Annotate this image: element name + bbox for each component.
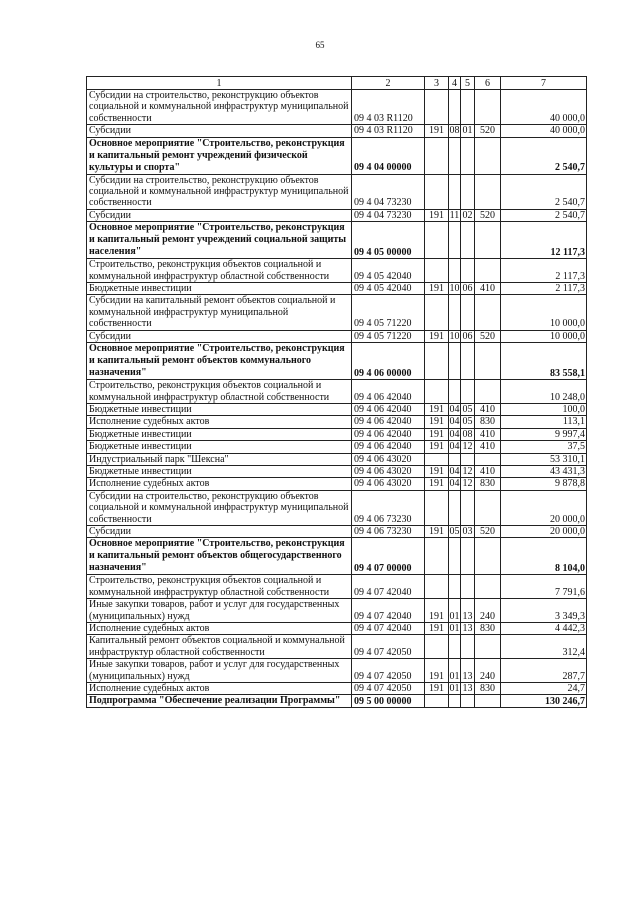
row-sum-cell: 2 117,3 bbox=[501, 283, 587, 295]
row-col4-cell: 08 bbox=[449, 125, 460, 137]
row-col6-cell: 410 bbox=[475, 283, 501, 295]
row-code-cell: 09 4 06 73230 bbox=[352, 490, 425, 525]
row-col3-cell bbox=[425, 380, 449, 404]
row-col5-cell: 05 bbox=[462, 403, 473, 415]
row-col6-cell bbox=[475, 635, 501, 659]
row-name-cell: Строительство, реконструкция объектов социальной и коммунальной инфраструктур областной собственности bbox=[87, 259, 352, 283]
row-col5-cell bbox=[461, 137, 475, 174]
row-col6-cell: 410 bbox=[475, 441, 501, 453]
row-name-cell: Иные закупки товаров, работ и услуг для государственных (муниципальных) нужд bbox=[87, 599, 352, 623]
row-col5-cell bbox=[461, 490, 475, 525]
table-row bbox=[87, 174, 587, 209]
row-code-cell: 09 4 05 71220 bbox=[352, 330, 425, 342]
row-col3-cell: 191 bbox=[425, 478, 449, 490]
row-sum-cell: 10 000,0 bbox=[501, 295, 587, 330]
row-col3-cell bbox=[425, 137, 449, 174]
table-row bbox=[87, 259, 587, 283]
row-col3-cell: 191 bbox=[425, 209, 449, 221]
row-code-cell: 09 4 07 42040 bbox=[352, 599, 425, 623]
row-col5-cell bbox=[461, 259, 475, 283]
row-name-cell: Субсидии bbox=[87, 125, 352, 137]
row-col6-cell: 410 bbox=[475, 465, 501, 477]
row-col3-cell bbox=[425, 222, 449, 259]
row-col6-cell: 520 bbox=[475, 125, 501, 137]
row-col4-cell bbox=[449, 137, 461, 174]
row-col6-cell: 830 bbox=[475, 416, 501, 428]
row-col5-cell: 13 bbox=[462, 623, 473, 634]
row-col3-cell: 191 bbox=[425, 283, 449, 295]
table-row bbox=[87, 538, 587, 575]
table-row bbox=[87, 659, 587, 683]
table-row bbox=[87, 380, 587, 404]
header-col-3: 3 bbox=[425, 77, 449, 90]
row-col4-cell: 05 bbox=[449, 525, 460, 537]
row-col3-cell bbox=[425, 174, 449, 209]
row-col3-cell: 191 bbox=[425, 441, 449, 453]
row-col4-cell: 01 bbox=[449, 599, 461, 623]
row-col6-cell: 410 bbox=[475, 428, 501, 440]
table-row bbox=[87, 416, 587, 428]
row-col5-cell: 12 bbox=[462, 478, 473, 490]
row-code-cell: 09 4 05 42040 bbox=[352, 259, 425, 283]
table-row bbox=[87, 623, 587, 635]
row-name-cell: Индустриальный парк "Шексна" bbox=[87, 453, 352, 465]
row-code-cell: 09 4 03 R1120 bbox=[352, 90, 425, 125]
row-code-cell: 09 4 06 42040 bbox=[352, 416, 425, 428]
row-col5-cell bbox=[461, 90, 475, 125]
row-col3-cell bbox=[425, 295, 449, 330]
row-sum-cell: 287,7 bbox=[501, 659, 587, 683]
header-col-6: 6 bbox=[475, 77, 501, 90]
row-col4-cell bbox=[449, 222, 461, 259]
row-code-cell: 09 4 04 73230 bbox=[352, 209, 425, 221]
table-row bbox=[87, 295, 587, 330]
row-col3-cell bbox=[425, 575, 449, 599]
row-sum-cell: 83 558,1 bbox=[501, 343, 587, 380]
row-col3-cell: 191 bbox=[425, 683, 449, 695]
row-code-cell: 09 4 06 43020 bbox=[352, 465, 425, 477]
row-col4-cell bbox=[449, 538, 461, 575]
row-sum-cell: 2 540,7 bbox=[501, 137, 587, 174]
row-col4-cell bbox=[449, 259, 461, 283]
row-name-cell: Исполнение судебных актов bbox=[87, 478, 352, 490]
row-code-cell: 09 4 06 42040 bbox=[352, 428, 425, 440]
row-col6-cell: 830 bbox=[475, 683, 501, 695]
row-col4-cell bbox=[449, 575, 461, 599]
table-row bbox=[87, 465, 587, 477]
table-row bbox=[87, 478, 587, 490]
row-col3-cell: 191 bbox=[425, 125, 449, 137]
row-code-cell: 09 4 07 42040 bbox=[352, 623, 425, 635]
row-name-cell: Субсидии на капитальный ремонт объектов социальной и коммунальной инфраструктур муниципальной собственности bbox=[87, 295, 352, 330]
row-col4-cell: 01 bbox=[449, 659, 461, 683]
header-col-5: 5 bbox=[461, 77, 475, 90]
row-col5-cell bbox=[461, 380, 475, 404]
row-col6-cell bbox=[475, 259, 501, 283]
row-col6-cell bbox=[475, 343, 501, 380]
row-code-cell: 09 4 05 00000 bbox=[352, 222, 425, 259]
row-col4-cell: 04 bbox=[449, 441, 460, 453]
row-col5-cell bbox=[461, 453, 475, 465]
row-name-cell: Субсидии bbox=[87, 525, 352, 537]
row-name-cell: Бюджетные инвестиции bbox=[87, 441, 352, 453]
row-name-cell: Субсидии на строительство, реконструкцию объектов социальной и коммунальной инфраструктур муниципальной собственности bbox=[87, 90, 352, 125]
row-sum-cell: 9 878,8 bbox=[501, 478, 587, 490]
row-code-cell: 09 4 06 42040 bbox=[352, 441, 425, 453]
row-col3-cell: 191 bbox=[425, 525, 449, 537]
table-row bbox=[87, 695, 587, 708]
row-sum-cell: 100,0 bbox=[501, 403, 587, 415]
row-col3-cell bbox=[425, 695, 449, 708]
row-sum-cell: 37,5 bbox=[501, 441, 587, 453]
row-col4-cell: 04 bbox=[449, 478, 460, 490]
row-code-cell: 09 4 06 43020 bbox=[352, 478, 425, 490]
row-col3-cell: 191 bbox=[425, 416, 449, 428]
row-col5-cell bbox=[461, 343, 475, 380]
row-col5-cell: 03 bbox=[462, 525, 473, 537]
row-col5-cell bbox=[461, 538, 475, 575]
row-sum-cell: 9 997,4 bbox=[501, 428, 587, 440]
row-name-cell: Субсидии bbox=[87, 330, 352, 342]
row-col5-cell: 13 bbox=[461, 599, 475, 623]
row-sum-cell: 2 117,3 bbox=[501, 259, 587, 283]
row-col4-cell bbox=[449, 380, 461, 404]
row-code-cell: 09 4 07 42040 bbox=[352, 575, 425, 599]
row-col6-cell bbox=[475, 695, 501, 708]
row-col4-cell bbox=[449, 343, 461, 380]
row-name-cell: Строительство, реконструкция объектов социальной и коммунальной инфраструктур областной собственности bbox=[87, 380, 352, 404]
header-col-2: 2 bbox=[352, 77, 425, 90]
row-col5-cell: 05 bbox=[462, 416, 473, 428]
row-col4-cell: 04 bbox=[449, 416, 460, 428]
row-name-cell: Исполнение судебных актов bbox=[87, 623, 352, 635]
row-code-cell: 09 4 05 42040 bbox=[352, 283, 425, 295]
row-col4-cell: 01 bbox=[449, 623, 460, 634]
row-col5-cell: 08 bbox=[462, 428, 473, 440]
row-name-cell: Основное мероприятие "Строительство, реконструкция и капитальный ремонт объектов коммунального назначения" bbox=[87, 343, 352, 380]
header-col-1: 1 bbox=[87, 77, 352, 90]
row-col5-cell: 12 bbox=[462, 465, 473, 477]
row-sum-cell: 3 349,3 bbox=[501, 599, 587, 623]
row-col3-cell bbox=[425, 538, 449, 575]
row-sum-cell: 312,4 bbox=[501, 635, 587, 659]
row-col5-cell: 13 bbox=[462, 683, 473, 695]
table-row bbox=[87, 283, 587, 295]
header-col-7: 7 bbox=[501, 77, 587, 90]
row-sum-cell: 130 246,7 bbox=[501, 695, 587, 708]
row-col4-cell bbox=[449, 174, 461, 209]
row-sum-cell: 8 104,0 bbox=[501, 538, 587, 575]
row-col5-cell bbox=[461, 695, 475, 708]
table-row bbox=[87, 575, 587, 599]
row-col4-cell: 04 bbox=[449, 403, 460, 415]
row-col6-cell bbox=[475, 295, 501, 330]
row-col6-cell bbox=[475, 90, 501, 125]
row-sum-cell: 40 000,0 bbox=[501, 90, 587, 125]
row-col3-cell bbox=[425, 635, 449, 659]
row-col3-cell bbox=[425, 343, 449, 380]
row-code-cell: 09 4 06 42040 bbox=[352, 403, 425, 415]
row-sum-cell: 2 540,7 bbox=[501, 174, 587, 209]
row-sum-cell: 53 310,1 bbox=[501, 453, 587, 465]
row-col6-cell bbox=[475, 575, 501, 599]
row-col5-cell: 02 bbox=[462, 209, 473, 221]
row-name-cell: Бюджетные инвестиции bbox=[87, 465, 352, 477]
row-col5-cell bbox=[461, 222, 475, 259]
row-sum-cell: 7 791,6 bbox=[501, 575, 587, 599]
row-code-cell: 09 4 06 73230 bbox=[352, 525, 425, 537]
row-col3-cell: 191 bbox=[425, 403, 449, 415]
header-col-4: 4 bbox=[449, 77, 461, 90]
row-sum-cell: 24,7 bbox=[501, 683, 587, 695]
page-number: 65 bbox=[315, 40, 325, 50]
row-sum-cell: 12 117,3 bbox=[501, 222, 587, 259]
table-row bbox=[87, 137, 587, 174]
row-code-cell: 09 4 03 R1120 bbox=[352, 125, 425, 137]
table-row bbox=[87, 125, 587, 137]
row-sum-cell: 4 442,3 bbox=[501, 623, 587, 635]
row-sum-cell: 113,1 bbox=[501, 416, 587, 428]
row-col4-cell: 01 bbox=[449, 683, 460, 695]
row-sum-cell: 10 000,0 bbox=[501, 330, 587, 342]
row-col4-cell bbox=[449, 295, 461, 330]
budget-table bbox=[86, 76, 587, 708]
row-col6-cell bbox=[475, 174, 501, 209]
row-col5-cell bbox=[461, 635, 475, 659]
row-sum-cell: 2 540,7 bbox=[501, 209, 587, 221]
row-name-cell: Основное мероприятие "Строительство, реконструкция и капитальный ремонт учреждений физической культуры и спорта" bbox=[87, 137, 352, 174]
row-col3-cell: 191 bbox=[425, 465, 449, 477]
row-col6-cell bbox=[475, 538, 501, 575]
row-code-cell: 09 5 00 00000 bbox=[352, 695, 425, 708]
row-col4-cell bbox=[449, 90, 461, 125]
row-name-cell: Подпрограмма "Обеспечение реализации Программы" bbox=[87, 695, 352, 708]
table-row bbox=[87, 330, 587, 342]
row-code-cell: 09 4 07 42050 bbox=[352, 635, 425, 659]
row-name-cell: Бюджетные инвестиции bbox=[87, 428, 352, 440]
row-col6-cell bbox=[475, 137, 501, 174]
row-col4-cell: 04 bbox=[449, 465, 460, 477]
table-row bbox=[87, 222, 587, 259]
row-col3-cell: 191 bbox=[425, 599, 449, 623]
table-row bbox=[87, 635, 587, 659]
row-col6-cell bbox=[475, 380, 501, 404]
row-col6-cell bbox=[475, 222, 501, 259]
row-name-cell: Бюджетные инвестиции bbox=[87, 283, 352, 295]
row-col5-cell: 06 bbox=[462, 330, 473, 342]
row-col4-cell bbox=[449, 453, 461, 465]
row-col3-cell bbox=[425, 90, 449, 125]
row-name-cell: Строительство, реконструкция объектов социальной и коммунальной инфраструктур областной собственности bbox=[87, 575, 352, 599]
row-col5-cell: 01 bbox=[462, 125, 473, 137]
table-row bbox=[87, 403, 587, 415]
row-code-cell: 09 4 06 00000 bbox=[352, 343, 425, 380]
row-col3-cell: 191 bbox=[425, 330, 449, 342]
table-row bbox=[87, 441, 587, 453]
row-code-cell: 09 4 04 00000 bbox=[352, 137, 425, 174]
row-code-cell: 09 4 06 43020 bbox=[352, 453, 425, 465]
row-code-cell: 09 4 06 42040 bbox=[352, 380, 425, 404]
row-code-cell: 09 4 07 42050 bbox=[352, 683, 425, 695]
row-name-cell: Субсидии на строительство, реконструкцию объектов социальной и коммунальной инфраструктур муниципальной собственности bbox=[87, 174, 352, 209]
row-name-cell: Иные закупки товаров, работ и услуг для государственных (муниципальных) нужд bbox=[87, 659, 352, 683]
table-row bbox=[87, 490, 587, 525]
row-col3-cell: 191 bbox=[425, 428, 449, 440]
header-row bbox=[87, 77, 587, 90]
row-name-cell: Основное мероприятие "Строительство, реконструкция и капитальный ремонт учреждений социальной защиты населения" bbox=[87, 222, 352, 259]
row-col4-cell bbox=[449, 635, 461, 659]
row-col5-cell: 13 bbox=[461, 659, 475, 683]
row-col4-cell: 10 bbox=[449, 330, 460, 342]
row-col4-cell bbox=[449, 490, 461, 525]
row-col6-cell: 410 bbox=[475, 403, 501, 415]
row-col6-cell bbox=[475, 453, 501, 465]
row-name-cell: Исполнение судебных актов bbox=[87, 416, 352, 428]
row-name-cell: Бюджетные инвестиции bbox=[87, 403, 352, 415]
row-code-cell: 09 4 07 42050 bbox=[352, 659, 425, 683]
row-code-cell: 09 4 05 71220 bbox=[352, 295, 425, 330]
row-sum-cell: 10 248,0 bbox=[501, 380, 587, 404]
row-col5-cell bbox=[461, 295, 475, 330]
row-name-cell: Субсидии на строительство, реконструкцию объектов социальной и коммунальной инфраструктур муниципальной собственности bbox=[87, 490, 352, 525]
table-row bbox=[87, 343, 587, 380]
row-col6-cell: 520 bbox=[475, 525, 501, 537]
row-name-cell: Капитальный ремонт объектов социальной и коммунальной инфраструктур областной собственности bbox=[87, 635, 352, 659]
row-sum-cell: 20 000,0 bbox=[501, 490, 587, 525]
table-row bbox=[87, 525, 587, 537]
row-col6-cell: 520 bbox=[475, 209, 501, 221]
row-col6-cell: 830 bbox=[475, 623, 501, 635]
table-row bbox=[87, 453, 587, 465]
row-col6-cell bbox=[475, 490, 501, 525]
row-name-cell: Основное мероприятие "Строительство, реконструкция и капитальный ремонт объектов общегосударственного назначения" bbox=[87, 538, 352, 575]
table-row bbox=[87, 599, 587, 623]
row-col5-cell bbox=[461, 174, 475, 209]
row-sum-cell: 20 000,0 bbox=[501, 525, 587, 537]
row-code-cell: 09 4 07 00000 bbox=[352, 538, 425, 575]
row-col6-cell: 240 bbox=[475, 599, 501, 623]
row-col5-cell: 06 bbox=[462, 283, 473, 295]
table-row bbox=[87, 209, 587, 221]
row-sum-cell: 43 431,3 bbox=[501, 465, 587, 477]
row-col3-cell: 191 bbox=[425, 659, 449, 683]
table-body bbox=[87, 90, 587, 708]
table-row bbox=[87, 683, 587, 695]
row-col4-cell: 04 bbox=[449, 428, 460, 440]
row-name-cell: Субсидии bbox=[87, 209, 352, 221]
row-col4-cell: 10 bbox=[449, 283, 460, 295]
row-col3-cell bbox=[425, 259, 449, 283]
row-col4-cell bbox=[449, 695, 461, 708]
row-col6-cell: 240 bbox=[475, 659, 501, 683]
table-row bbox=[87, 90, 587, 125]
row-col4-cell: 11 bbox=[449, 209, 460, 221]
table-row bbox=[87, 428, 587, 440]
row-col6-cell: 830 bbox=[475, 478, 501, 490]
row-col3-cell bbox=[425, 453, 449, 465]
row-col5-cell: 12 bbox=[462, 441, 473, 453]
row-sum-cell: 40 000,0 bbox=[501, 125, 587, 137]
row-col6-cell: 520 bbox=[475, 330, 501, 342]
row-col3-cell bbox=[425, 490, 449, 525]
row-code-cell: 09 4 04 73230 bbox=[352, 174, 425, 209]
row-name-cell: Исполнение судебных актов bbox=[87, 683, 352, 695]
row-col5-cell bbox=[461, 575, 475, 599]
row-col3-cell: 191 bbox=[425, 623, 449, 635]
